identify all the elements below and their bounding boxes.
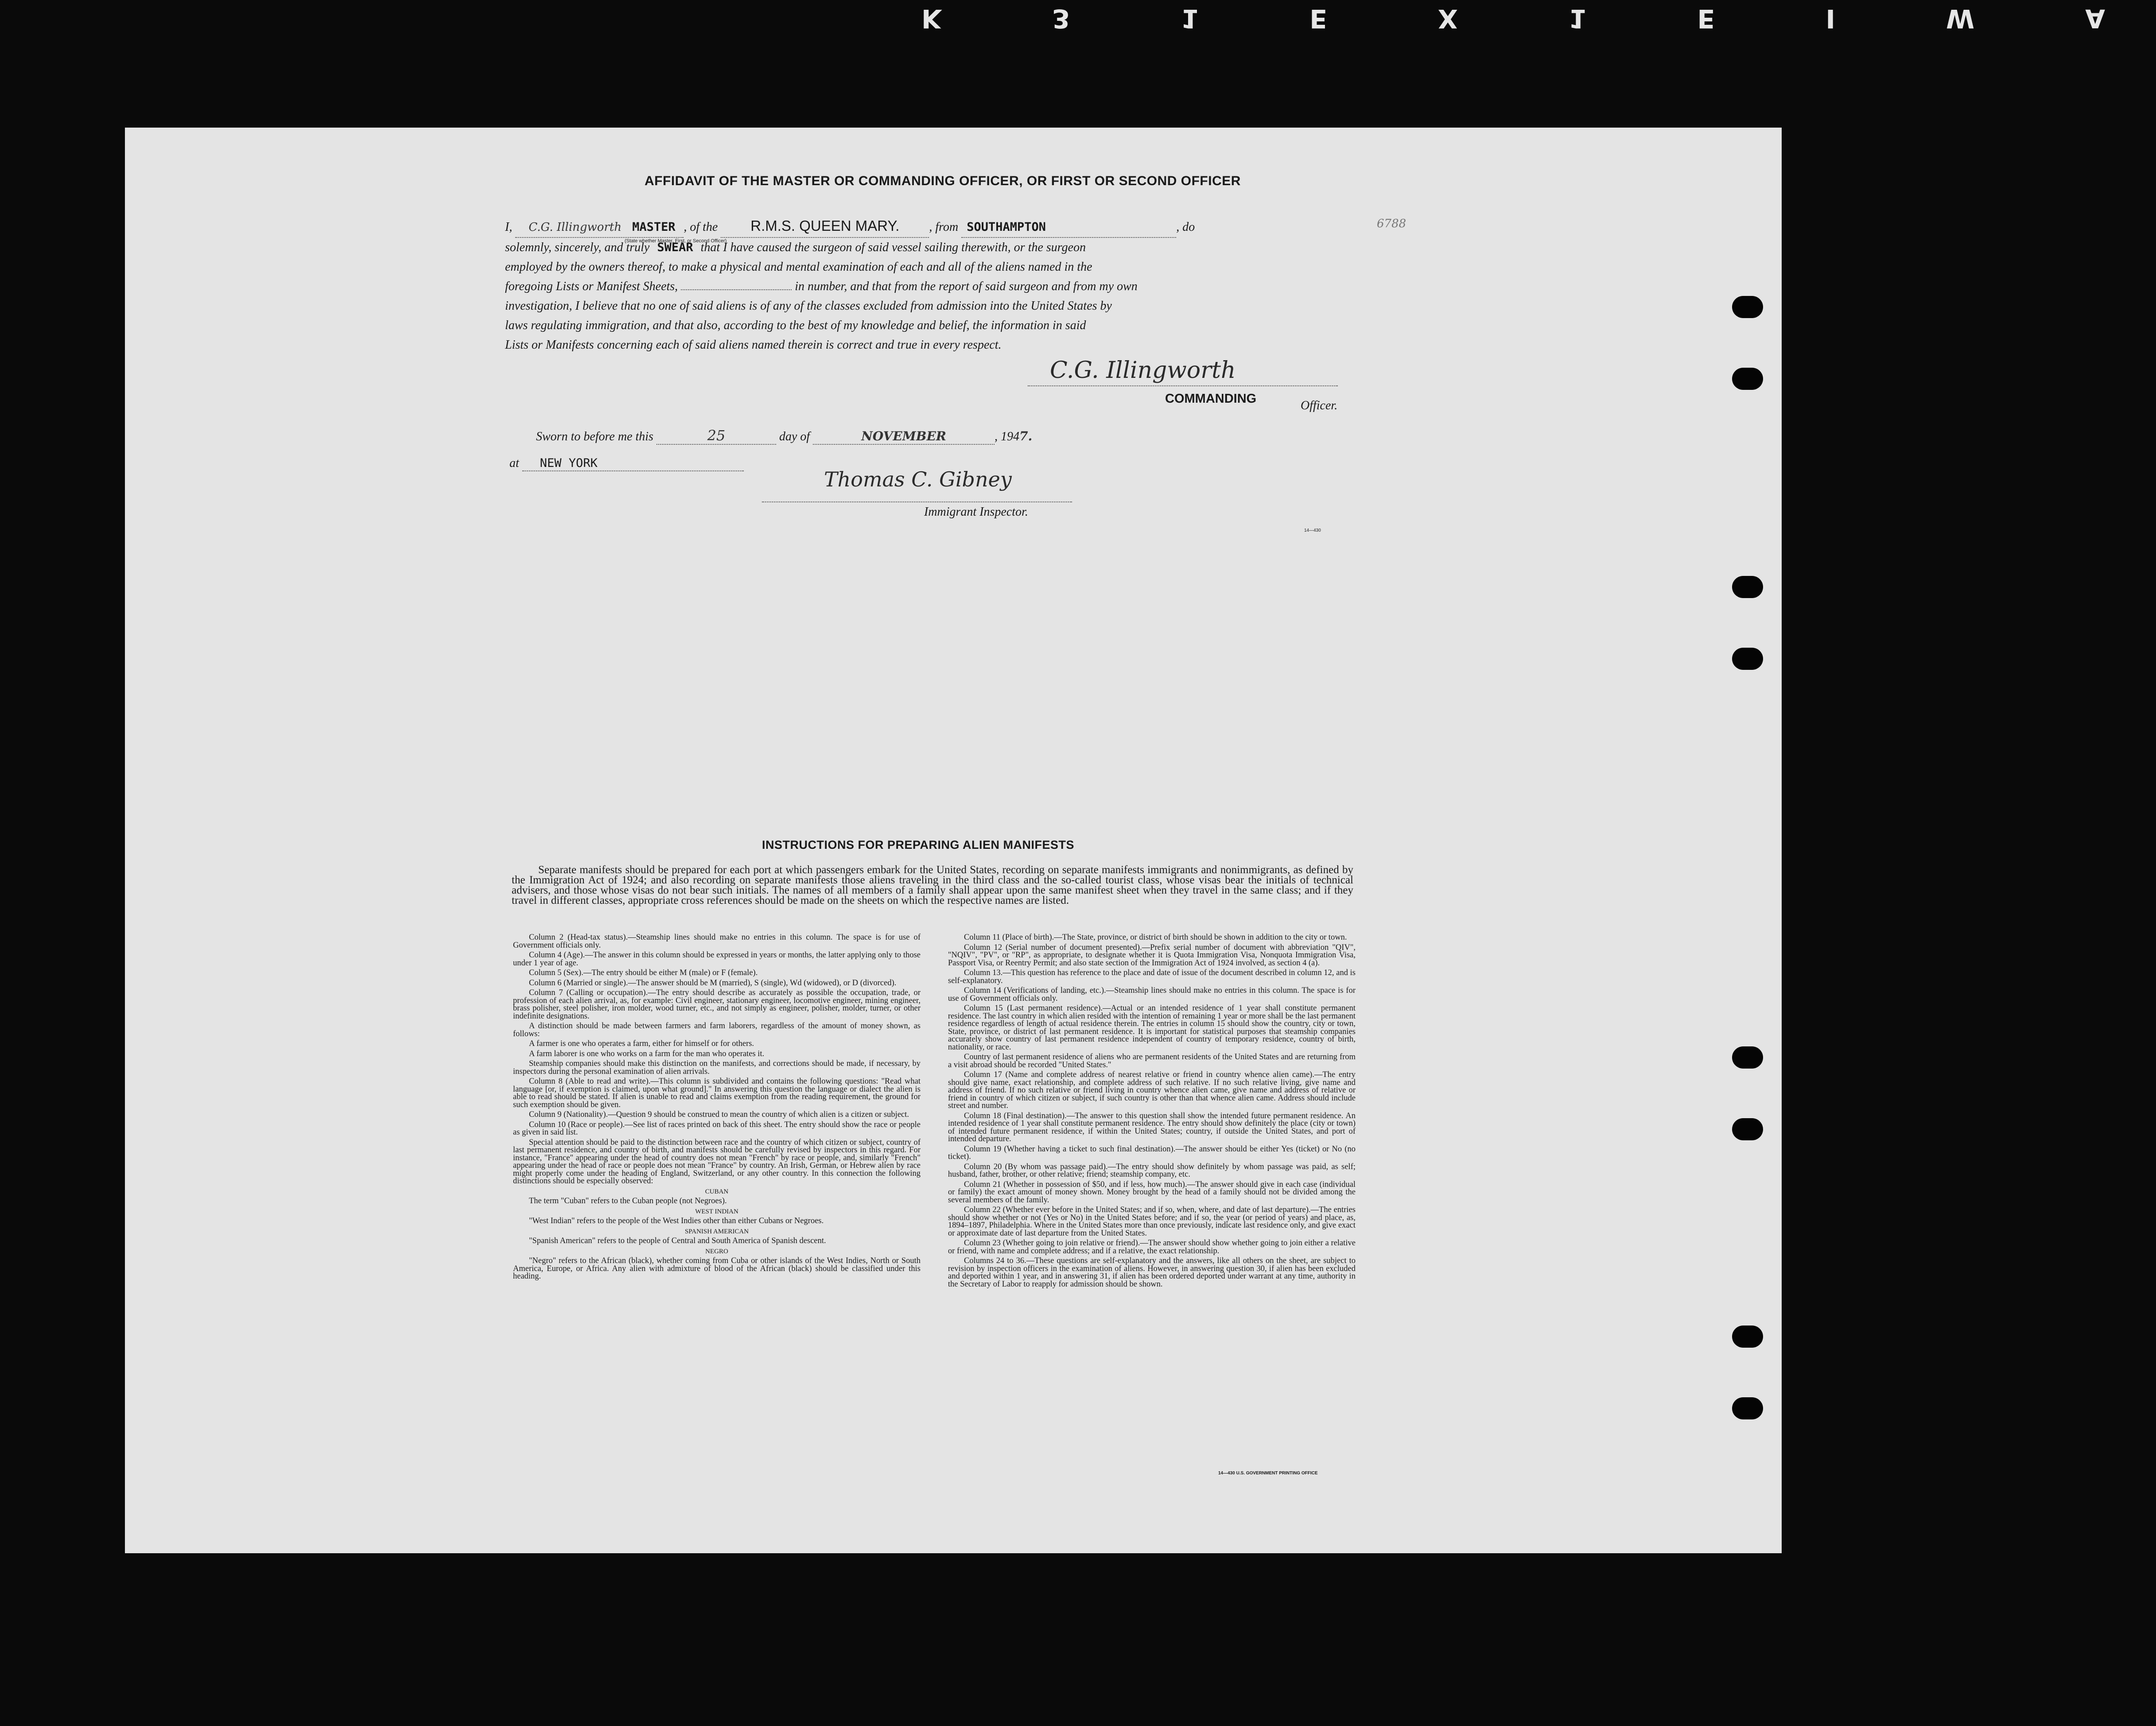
instructions-intro: Separate manifests should be prepared for each port at which passengers embark for the United States, recording on separate manifests immigrants and nonimmigrants, as defined by the Immigration Act of 1924; and also recording on separate manifests those aliens traveling in the third class and the so-called tourist class, whose visas bear the initials of technical advisers, and those whose visas do not bear such initials. The names of all members of a family shall appear upon the same manifest sheet when they travel in the same class; and if they travel in different classes, appropriate cross references should be made on the sheets on which the respective names are listed. bbox=[512, 864, 1353, 906]
instruction-paragraph: A distinction should be made between farmers and farm laborers, regardless of the amount of money shown, as follows: bbox=[513, 1022, 921, 1038]
instruction-paragraph: Column 7 (Calling or occupation).—The entry should describe as accurately as possible the occupation, trade, or profession of each alien arrival, as, for example: Civil engineer, stationary engineer, locomotive engineer, mining engineer, brass polisher, steel polisher, iron molder, wood turner, etc., and not simply as engineer, polisher, molder, turner, or other indefinite designations. bbox=[513, 988, 921, 1021]
month-field: NOVEMBER bbox=[813, 429, 994, 445]
instructions-right-column bbox=[948, 934, 1356, 1291]
rank-caption: (State whether Master, First, or Second Officer) bbox=[625, 238, 727, 244]
affidavit-line-5: investigation, I believe that no one of said aliens is of any of the classes excluded from admission into the United States by bbox=[505, 299, 1112, 313]
punch-hole bbox=[1732, 1118, 1763, 1140]
instruction-paragraph: A farmer is one who operates a farm, either for himself or for others. bbox=[529, 1039, 754, 1048]
instruction-paragraph: Country of last permanent residence of aliens who are permanent residents of the United States and are returning from a visit abroad should be recorded "United States." bbox=[948, 1053, 1356, 1069]
instruction-paragraph: Column 17 (Name and complete address of nearest relative or friend in country whence alien came).—The entry should give name, exact relationship, and complete address of such relative. If no such relative living, give name and address of friend. If no such relative or friend living in country whence alien came, give name and address of relative or friend in country of which citizen or subject, if such country is other than that whence alien came. Address should include street and number. bbox=[948, 1070, 1356, 1110]
instruction-paragraph: Column 18 (Final destination).—The answer to this question shall show the intended future permanent residence. An intended residence of 1 year shall constitute permanent residence. The entry should show definitely the place (city or town) of intended future permanent residence, if within the United States; country, if outside the United States, and port of intended departure. bbox=[948, 1111, 1356, 1143]
instructions-left-column bbox=[513, 934, 921, 1283]
affidavit-body bbox=[505, 216, 1347, 355]
day-field: 25 bbox=[657, 427, 776, 445]
punch-hole bbox=[1732, 1397, 1763, 1419]
master-signature: C.G. Illingworth bbox=[1050, 357, 1236, 384]
punch-hole bbox=[1732, 648, 1763, 670]
signature-line bbox=[1028, 385, 1338, 386]
name-field: C.G. Illingworth MASTER bbox=[515, 218, 684, 238]
instruction-paragraph: Columns 24 to 36.—These questions are self-explanatory and the answers, like all others on the sheet, are subject to revision by inspection officers in the examination of aliens. However, in answering question 30, if alien has been excluded and deported within 1 year, and in answering 31, if alien has been ordered deported under warrant at any time, authority in the Secretary of Labor to reapply for admission should be shown. bbox=[948, 1256, 1356, 1289]
affidavit-line-1: I, C.G. Illingworth MASTER , of the R.M.S. QUEEN MARY. , from SOUTHAMPTON , do bbox=[505, 216, 1347, 238]
inspector-title: Immigrant Inspector. bbox=[924, 505, 1028, 519]
west-indian-text: "West Indian" refers to the people of the West Indies other than either Cubans or Negroes. bbox=[529, 1217, 824, 1225]
vessel-field: R.M.S. QUEEN MARY. bbox=[721, 216, 929, 238]
port-field: SOUTHAMPTON bbox=[961, 218, 1176, 238]
instruction-paragraph: Column 2 (Head-tax status).—Steamship lines should make no entries in this column. The space is for use of Government officials only. bbox=[513, 933, 921, 950]
affidavit-line-2: solemnly, sincerely, and truly SWEAR that I have caused the surgeon of said vessel sailing therewith, or the surgeon bbox=[505, 241, 1086, 254]
instruction-paragraph: Column 8 (Able to read and write).—This column is subdivided and contains the following questions: "Read what language [or, if exemption is claimed, upon what ground]." In answering this question the language or dialect the alien is able to read should be stated. If alien is unable to read and claims exemption from the reading requirement, the ground for such exemption should be given. bbox=[513, 1077, 921, 1109]
instruction-paragraph: Column 9 (Nationality).—Question 9 should be construed to mean the country of which alien is a citizen or subject. bbox=[529, 1110, 909, 1119]
instruction-paragraph: Column 6 (Married or single).—The answer should be M (married), S (single), Wd (widowed), or D (divorced). bbox=[529, 978, 897, 987]
punch-hole bbox=[1732, 576, 1763, 598]
affidavit-line-6: laws regulating immigration, and that also, according to the best of my knowledge and belief, the information in said bbox=[505, 319, 1086, 332]
instruction-paragraph: Column 21 (Whether in possession of $50, and if less, how much).—The answer should give in each case (individual or family) the exact amount of money shown. Money brought by the head of a family should not be divided among the several members of the family. bbox=[948, 1180, 1356, 1205]
sworn-line: Sworn to before me this 25 day of NOVEMBER , 1947. bbox=[536, 427, 1033, 444]
instruction-paragraph: Column 22 (Whether ever before in the United States; and if so, when, where, and date of last departure).—The entries should show whether or not (Yes or No) in the United States before; and if so, the year (or period of years) and place, as, 1894–1897, Philadelphia. Where in the United States more than once previously, indicate last residence only, and give exact or approximate date of last departure from the United States. bbox=[948, 1205, 1356, 1238]
instruction-paragraph: Column 15 (Last permanent residence).—Actual or an intended residence of 1 year shall constitute permanent residence. The last country in which alien resided with the intention of remaining 1 year or more shall be the last permanent residence regardless of length of actual residence therein. The entries in column 15 should show the country, city or town, State, province, or district of last permanent residence. It is important for statistical purposes that steamship companies accurately show country of last permanent residence independent of country of temporary residence, country of birth, nationality, or race. bbox=[948, 1004, 1356, 1052]
instruction-paragraph: A farm laborer is one who works on a farm for the man who operates it. bbox=[529, 1049, 765, 1058]
spanish-american-text: "Spanish American" refers to the people of Central and South America of Spanish descent. bbox=[529, 1236, 826, 1245]
instruction-paragraph: Column 20 (By whom was passage paid).—The entry should show definitely by whom passage was paid, as self; husband, father, brother, or other relative; friend; steamship company, etc. bbox=[948, 1162, 1356, 1179]
punch-hole bbox=[1732, 296, 1763, 318]
place-line: at NEW YORK bbox=[509, 456, 744, 471]
instruction-paragraph: Steamship companies should make this distinction on the manifests, and corrections should be made, if necessary, by inspectors during the personal examination of alien arrivals. bbox=[513, 1059, 921, 1076]
cuban-text: The term "Cuban" refers to the Cuban people (not Negroes). bbox=[529, 1197, 727, 1205]
cuban-heading: CUBAN bbox=[705, 1188, 729, 1195]
affidavit-title: AFFIDAVIT OF THE MASTER OR COMMANDING OFFICER, OR FIRST OR SECOND OFFICER bbox=[645, 174, 1241, 188]
instruction-paragraph: Column 19 (Whether having a ticket to such final destination).—The answer should be either Yes (ticket) or No (no ticket). bbox=[948, 1144, 1356, 1161]
instruction-paragraph: Column 11 (Place of birth).—The State, province, or district of birth should be shown in addition to the city or town. bbox=[964, 933, 1347, 942]
place-field: NEW YORK bbox=[522, 456, 744, 471]
punch-hole bbox=[1732, 1326, 1763, 1348]
instruction-paragraph: Column 4 (Age).—The answer in this column should be expressed in years or months, the latter applying only to those under 1 year of age. bbox=[513, 951, 921, 968]
west-indian-heading: WEST INDIAN bbox=[695, 1208, 738, 1215]
instruction-paragraph: Column 5 (Sex).—The entry should be either M (male) or F (female). bbox=[529, 968, 758, 977]
instructions-title: INSTRUCTIONS FOR PREPARING ALIEN MANIFESTS bbox=[762, 838, 1075, 851]
instruction-paragraph: Special attention should be paid to the distinction between race and the country of which citizen or subject, country of last permanent residence, and country of birth, and manifests should be carefully revised by inspectors in this regard. For instance, "France" appearing under the head of country does not mean "French" by race or people, and, similarly "French" appearing under the head of race or people does not mean "France" by country. An Irish, German, or Hebrew alien by race might properly come under the heading of England, Switzerland, or any other country. In this connection the following distinctions should be especially observed: bbox=[513, 1138, 921, 1186]
printing-office-footer: 14—430 U.S. GOVERNMENT PRINTING OFFICE bbox=[1218, 1471, 1318, 1476]
margin-note: 6788 bbox=[1377, 217, 1406, 230]
instruction-paragraph: Column 10 (Race or people).—See list of races printed on back of this sheet. The entry should show the race or people as given in said list. bbox=[513, 1120, 921, 1137]
affidavit-line-3: employed by the owners thereof, to make a physical and mental examination of each and all of the aliens named in the bbox=[505, 260, 1092, 274]
commanding-stamp: COMMANDING bbox=[1165, 392, 1257, 406]
inspector-line bbox=[762, 501, 1072, 502]
inspector-signature: Thomas C. Gibney bbox=[824, 467, 1012, 491]
negro-text: "Negro" refers to the African (black), whether coming from Cuba or other islands of the West Indies, North or South America, Europe, or Africa. Any alien with admixture of blood of the African (black) should be classified under this heading. bbox=[513, 1256, 921, 1281]
spanish-american-heading: SPANISH AMERICAN bbox=[684, 1228, 749, 1235]
punch-hole bbox=[1732, 368, 1763, 390]
punch-hole bbox=[1732, 1046, 1763, 1069]
officer-label: Officer. bbox=[1301, 399, 1338, 412]
instruction-paragraph: Column 13.—This question has reference to the place and date of issue of the document described in column 12, and is self-explanatory. bbox=[948, 968, 1356, 985]
instruction-paragraph: Column 14 (Verifications of landing, etc.).—Steamship lines should make no entries in this column. The space is for use of Government officials only. bbox=[948, 986, 1356, 1003]
instruction-paragraph: Column 12 (Serial number of document presented).—Prefix serial number of document with abbreviation "QIV", "NQIV", "PV", or "RP", as appropriate, to designate whether it is Quota Immigration Visa, Nonquota Immigration Visa, Passport Visa, or Reentry Permit; and also state section of the Immigration Act of 1924 involved, as section 4 (a). bbox=[948, 943, 1356, 968]
film-strip-letters: K 3 1 E X 1 E I W A bbox=[921, 4, 2156, 34]
instruction-paragraph: Column 23 (Whether going to join relative or friend).—The answer should show whether going to join either a relative or friend, with name and complete address; and if a relative, the exact relationship. bbox=[948, 1239, 1356, 1256]
form-number: 14—430 bbox=[1304, 528, 1321, 533]
affidavit-line-4: foregoing Lists or Manifest Sheets, in number, and that from the report of said surgeon and from my own bbox=[505, 280, 1138, 293]
negro-heading: NEGRO bbox=[705, 1248, 728, 1255]
count-field bbox=[681, 289, 792, 290]
affidavit-line-7: Lists or Manifests concerning each of said aliens named therein is correct and true in every respect. bbox=[505, 338, 1002, 352]
